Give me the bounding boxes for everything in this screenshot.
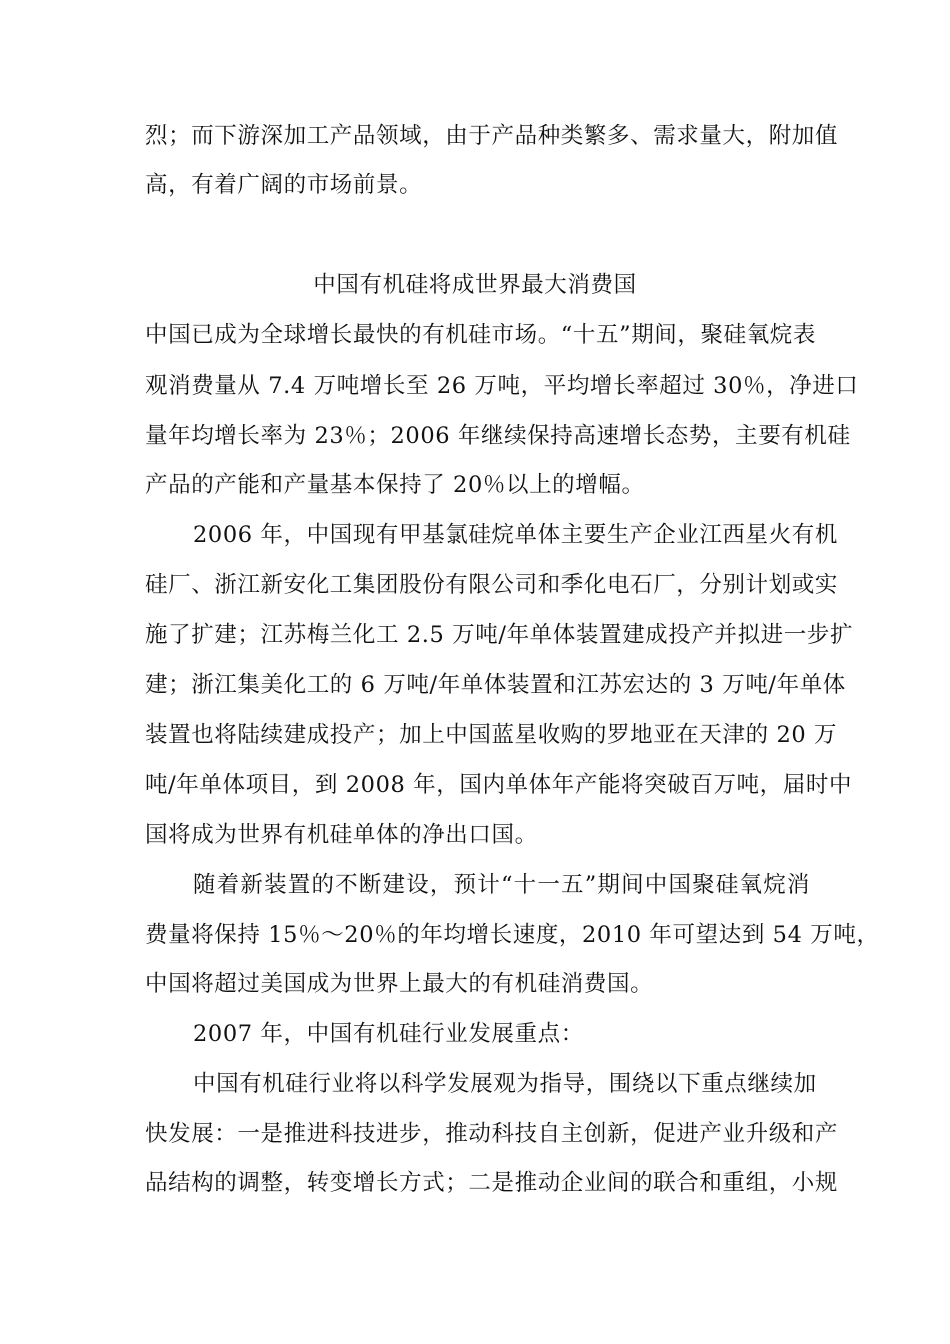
text-line: 量年均增长率为 23％；2006 年继续保持高速增长态势，主要有机硅: [145, 423, 851, 449]
text-line: 建；浙江集美化工的 6 万吨/年单体装置和江苏宏达的 3 万吨/年单体: [145, 672, 846, 698]
text-line: 中国有机硅行业将以科学发展观为指导，围绕以下重点继续加: [193, 1071, 817, 1097]
section-title: 中国有机硅将成世界最大消费国: [313, 272, 637, 298]
text-line: 吨/年单体项目，到 2008 年，国内单体年产能将突破百万吨，届时中: [145, 772, 853, 798]
text-line: 烈；而下游深加工产品领域，由于产品种类繁多、需求量大，附加值: [145, 123, 839, 149]
text-line: 品结构的调整，转变增长方式；二是推动企业间的联合和重组，小规: [145, 1170, 839, 1196]
text-line: 国将成为世界有机硅单体的净出口国。: [145, 822, 538, 848]
text-line: 装置也将陆续建成投产；加上中国蓝星收购的罗地亚在天津的 20 万: [145, 722, 838, 748]
text-line: 2007 年，中国有机硅行业发展重点：: [193, 1021, 584, 1047]
text-line: 随着新装置的不断建设，预计“十一五”期间中国聚硅氧烷消: [193, 872, 810, 898]
text-line: 中国将超过美国成为世界上最大的有机硅消费国。: [145, 971, 654, 997]
text-line: 费量将保持 15％～20％的年均增长速度，2010 年可望达到 54 万吨，: [145, 922, 880, 948]
text-line: 施了扩建；江苏梅兰化工 2.5 万吨/年单体装置建成投产并拟进一步扩: [145, 622, 854, 648]
text-line: 快发展：一是推进科技进步，推动科技自主创新，促进产业升级和产: [145, 1121, 839, 1147]
text-line: 2006 年，中国现有甲基氯硅烷单体主要生产企业江西星火有机: [193, 522, 838, 548]
text-line: 产品的产能和产量基本保持了 20％以上的增幅。: [145, 472, 645, 498]
text-line: 硅厂、浙江新安化工集团股份有限公司和季化电石厂，分别计划或实: [145, 572, 839, 598]
text-line: 高，有着广阔的市场前景。: [145, 172, 423, 198]
text-line: 观消费量从 7.4 万吨增长至 26 万吨，平均增长率超过 30％，净进口: [145, 373, 859, 399]
text-line: 中国已成为全球增长最快的有机硅市场。“十五”期间，聚硅氧烷表: [145, 322, 817, 348]
